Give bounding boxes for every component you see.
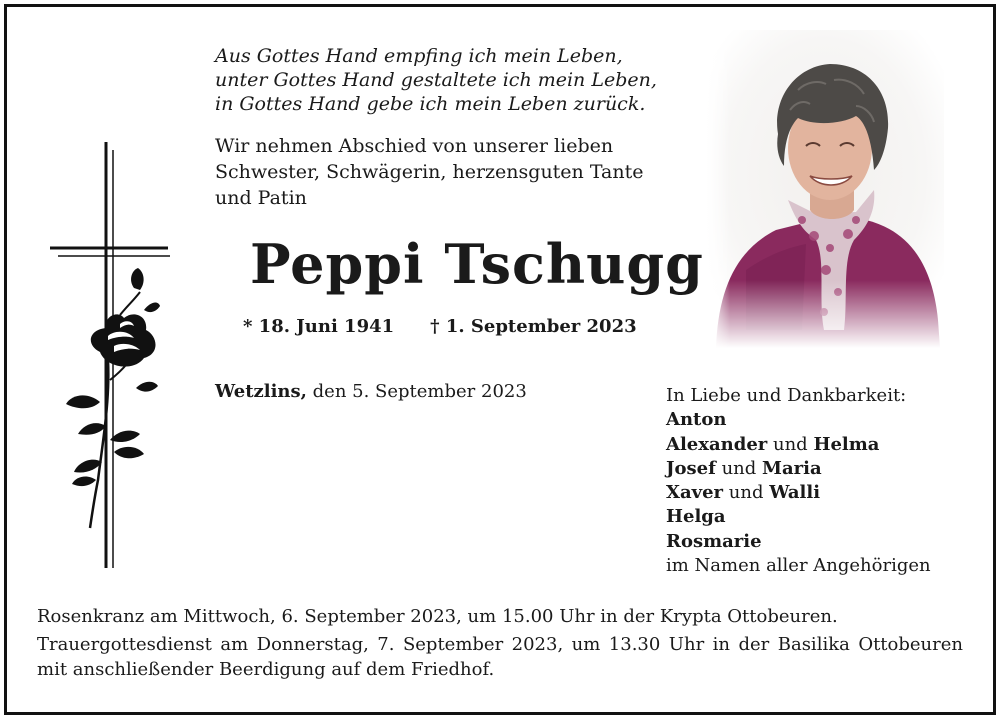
place-date: den 5. September 2023	[312, 381, 527, 402]
mourners-closing: im Namen aller Angehörigen	[666, 555, 931, 577]
deceased-name: Peppi Tschugg	[250, 232, 704, 296]
funeral-announcement: Trauergottesdienst am Donnerstag, 7. September 2023, um 13.30 Uhr in der Basilika Ottobeuren mit anschließender Beerdigung auf dem Friedhof.	[37, 634, 963, 680]
poem-line: unter Gottes Hand gestaltete ich mein Leben,	[215, 69, 657, 91]
mourners-list	[666, 384, 931, 578]
farewell-intro	[215, 133, 685, 211]
mourner-line: Helga	[666, 506, 726, 528]
cross-with-rose-icon	[48, 140, 178, 570]
death-date: † 1. September 2023	[430, 316, 637, 337]
birth-date: * 18. Juni 1941	[243, 316, 395, 337]
place-and-date	[215, 381, 527, 402]
place-town: Wetzlins,	[215, 381, 307, 402]
mourner-line: Rosmarie	[666, 530, 762, 552]
mourner-line: Anton	[666, 409, 727, 431]
portrait-photo	[706, 30, 944, 348]
service-announcements	[37, 604, 963, 682]
mourner-line: Xaver und Walli	[666, 482, 821, 504]
mourners-heading: In Liebe und Dankbarkeit:	[666, 385, 907, 406]
poem-line: in Gottes Hand gebe ich mein Leben zurück.	[215, 93, 646, 115]
intro-line: und Patin	[215, 187, 307, 209]
life-dates	[243, 316, 637, 337]
intro-line: Schwester, Schwägerin, herzensguten Tante	[215, 161, 644, 183]
poem-line: Aus Gottes Hand empfing ich mein Leben,	[215, 45, 623, 67]
poem-verse	[215, 44, 657, 116]
rosary-announcement: Rosenkranz am Mittwoch, 6. September 2023, um 15.00 Uhr in der Krypta Ottobeuren.	[37, 606, 838, 627]
intro-line: Wir nehmen Abschied von unserer lieben	[215, 135, 614, 157]
mourner-line: Alexander und Helma	[666, 433, 880, 455]
mourner-line: Josef und Maria	[666, 457, 822, 479]
